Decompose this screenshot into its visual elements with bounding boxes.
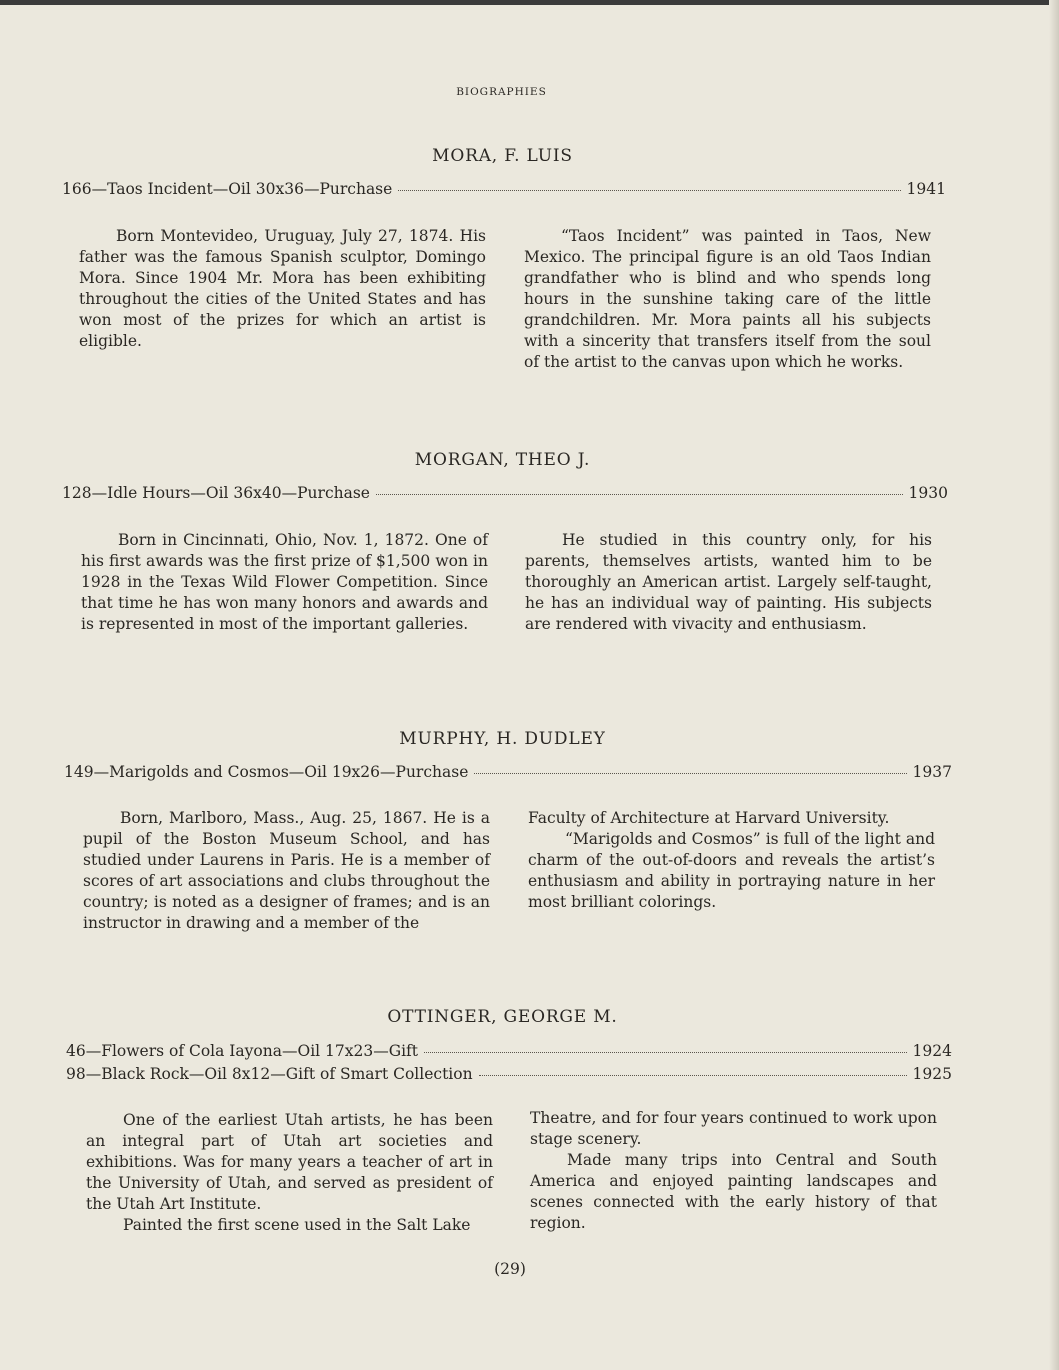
biography-paragraph: One of the earliest Utah artists, he has been an integral part of Utah art societies and exhibitions. Was for many years a teacher of art in the University of Utah, and served as president of the Utah Art Institute. xyxy=(86,1111,493,1213)
dot-leader xyxy=(376,493,903,495)
work-entry xyxy=(62,484,948,502)
dot-leader xyxy=(479,1074,907,1076)
biography-paragraph: Made many trips into Central and South America and enjoyed painting landscapes and scenes connected with the early history of that region. xyxy=(530,1151,937,1232)
work-title: 166—Taos Incident—Oil 30x36—Purchase xyxy=(62,180,393,198)
biography-paragraph: Theatre, and for four years continued to work upon stage scenery. xyxy=(530,1109,937,1148)
page-binding-shadow xyxy=(1049,0,1059,1370)
biography-paragraph: Born, Marlboro, Mass., Aug. 25, 1867. He is a pupil of the Boston Museum School, and has studied under Laurens in Paris. He is a member of scores of art associations and clubs throughout the country; is noted as a designer of frames; and is an instructor in drawing and a member of the xyxy=(83,809,490,932)
biography-left-column xyxy=(81,530,488,635)
work-entry xyxy=(62,180,946,198)
biography-right-column xyxy=(530,1108,937,1234)
work-title: 149—Marigolds and Cosmos—Oil 19x26—Purchase xyxy=(64,763,469,781)
biography-left-column xyxy=(83,808,490,934)
biography-paragraph: Painted the first scene used in the Salt Lake xyxy=(123,1216,471,1234)
biography-right-column xyxy=(524,226,931,373)
biography-paragraph: Faculty of Architecture at Harvard University. xyxy=(528,809,890,827)
work-title: 46—Flowers of Cola Iayona—Oil 17x23—Gift xyxy=(66,1042,419,1060)
artist-heading-mora: MORA, F. LUIS xyxy=(432,146,573,166)
work-title: 128—Idle Hours—Oil 36x40—Purchase xyxy=(62,484,370,502)
biography-paragraph: He studied in this country only, for his parents, themselves artists, wanted him to be thoroughly an American artist. Largely self-taught, he has an individual way of painting. His subjects are rendered with vivacity and enthusiasm. xyxy=(525,531,932,633)
biography-paragraph: “Taos Incident” was painted in Taos, New Mexico. The principal figure is an old Taos Indian grandfather who is blind and who spends long hours in the sunshine taking care of the little grandchildren. Mr. Mora paints all his subjects with a sincerity that transfers itself from the soul of the artist to the canvas upon which he works. xyxy=(524,227,931,371)
biography-left-column xyxy=(79,226,486,352)
dot-leader xyxy=(474,772,906,774)
dot-leader xyxy=(424,1051,907,1053)
work-year: 1937 xyxy=(912,763,952,781)
work-year: 1930 xyxy=(908,484,948,502)
biography-right-column xyxy=(525,530,932,635)
running-head: BIOGRAPHIES xyxy=(456,86,547,98)
work-entry xyxy=(64,763,952,781)
biography-left-column xyxy=(86,1110,493,1236)
work-entry xyxy=(66,1065,952,1083)
artist-heading-ottinger: OTTINGER, GEORGE M. xyxy=(387,1007,618,1027)
work-year: 1925 xyxy=(912,1065,952,1083)
page-number: (29) xyxy=(494,1260,526,1278)
work-year: 1924 xyxy=(912,1042,952,1060)
biography-right-column xyxy=(528,808,935,913)
page-top-edge xyxy=(0,0,1059,5)
biography-paragraph: Born in Cincinnati, Ohio, Nov. 1, 1872. One of his first awards was the first prize of $1,500 won in 1928 in the Texas Wild Flower Competition. Since that time he has won many honors and awards and is represented in most of the important galleries. xyxy=(81,531,488,633)
work-year: 1941 xyxy=(906,180,946,198)
dot-leader xyxy=(398,189,900,191)
artist-heading-morgan: MORGAN, THEO J. xyxy=(414,450,591,470)
artist-heading-murphy: MURPHY, H. DUDLEY xyxy=(399,729,606,749)
work-entry xyxy=(66,1042,952,1060)
biography-paragraph: Born Montevideo, Uruguay, July 27, 1874. His father was the famous Spanish sculptor, Domingo Mora. Since 1904 Mr. Mora has been exhibiting throughout the cities of the United States and has won most of the prizes for which an artist is eligible. xyxy=(79,227,486,350)
work-title: 98—Black Rock—Oil 8x12—Gift of Smart Collection xyxy=(66,1065,473,1083)
biography-paragraph: “Marigolds and Cosmos” is full of the light and charm of the out-of-doors and reveals the artist’s enthusiasm and ability in portraying nature in her most brilliant colorings. xyxy=(528,830,935,911)
